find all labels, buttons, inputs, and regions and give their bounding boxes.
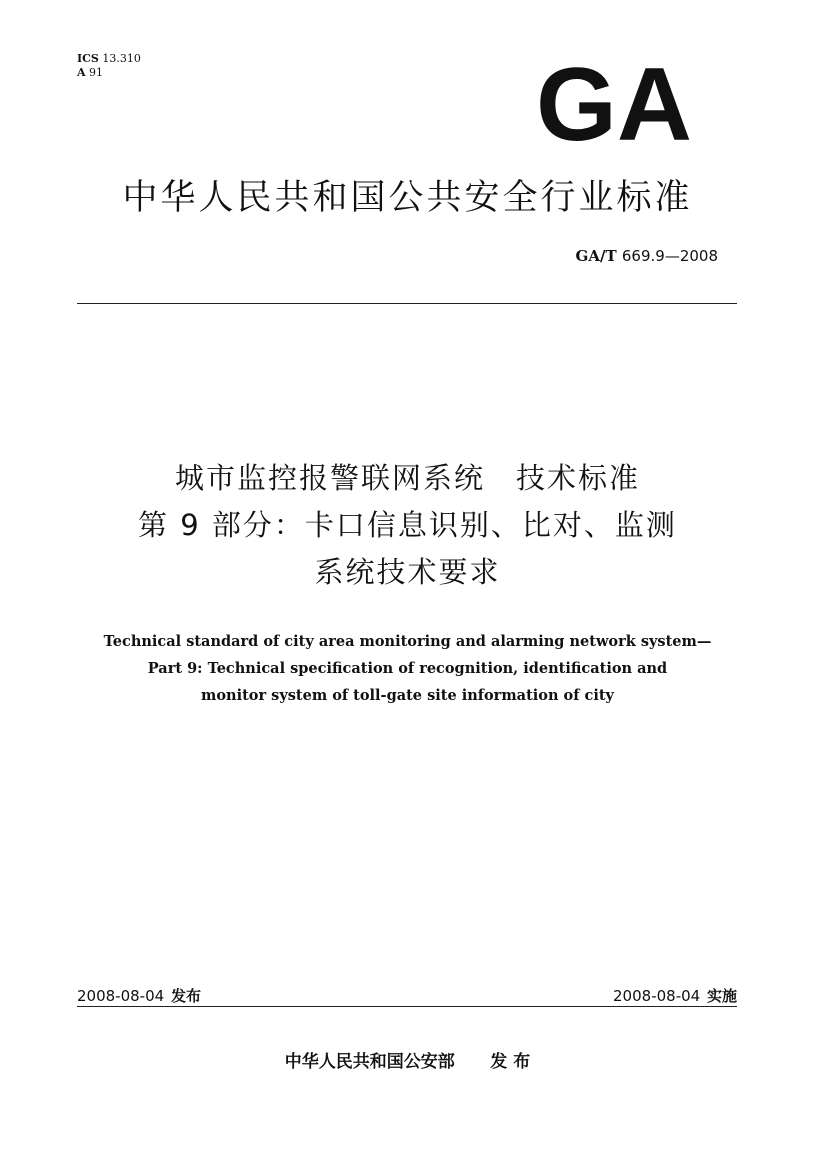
standard-number-prefix: GA/T bbox=[575, 247, 617, 265]
implement-date bbox=[613, 985, 737, 1006]
issuer-action: 发 布 bbox=[490, 1052, 531, 1072]
implement-label: 实施 bbox=[706, 987, 737, 1005]
chinese-title-line-1: 城市监控报警联网系统 技术标准 bbox=[174, 461, 640, 495]
standard-number-value: 669.9—2008 bbox=[621, 247, 718, 265]
issuer bbox=[0, 1047, 815, 1072]
ccs-label: A bbox=[77, 66, 86, 79]
publish-date-value: 2008-08-04 bbox=[77, 987, 165, 1005]
bottom-divider bbox=[77, 1006, 737, 1007]
chinese-title-line-3: 系统技术要求 bbox=[314, 555, 501, 589]
issuer-name: 中华人民共和国公安部 bbox=[284, 1052, 455, 1072]
publish-label: 发布 bbox=[170, 987, 201, 1005]
ga-logo-text: GA bbox=[536, 66, 692, 142]
english-title-line-1: Technical standard of city area monitoring and alarming network system— bbox=[103, 633, 712, 650]
chinese-title-line-2: 第 9 部分：卡口信息识别、比对、监测 bbox=[138, 508, 677, 542]
ccs-code: 91 bbox=[89, 66, 104, 79]
english-title-line-2: Part 9: Technical specification of recognition, identification and bbox=[147, 660, 668, 677]
standard-number bbox=[576, 247, 718, 265]
top-divider bbox=[77, 303, 737, 304]
ics-label: ICS bbox=[77, 52, 99, 65]
implement-date-value: 2008-08-04 bbox=[613, 987, 701, 1005]
english-title-line-3: monitor system of toll-gate site information of city bbox=[201, 687, 614, 704]
ga-logo bbox=[536, 66, 692, 142]
standard-category: 中华人民共和国公共安全行业标准 bbox=[122, 178, 693, 218]
publish-date bbox=[77, 985, 201, 1006]
classification-codes bbox=[77, 52, 141, 80]
ccs-line bbox=[77, 66, 141, 80]
ics-code: 13.310 bbox=[102, 52, 141, 65]
ics-line bbox=[77, 52, 141, 66]
chinese-title bbox=[0, 455, 815, 596]
english-title bbox=[0, 628, 815, 709]
